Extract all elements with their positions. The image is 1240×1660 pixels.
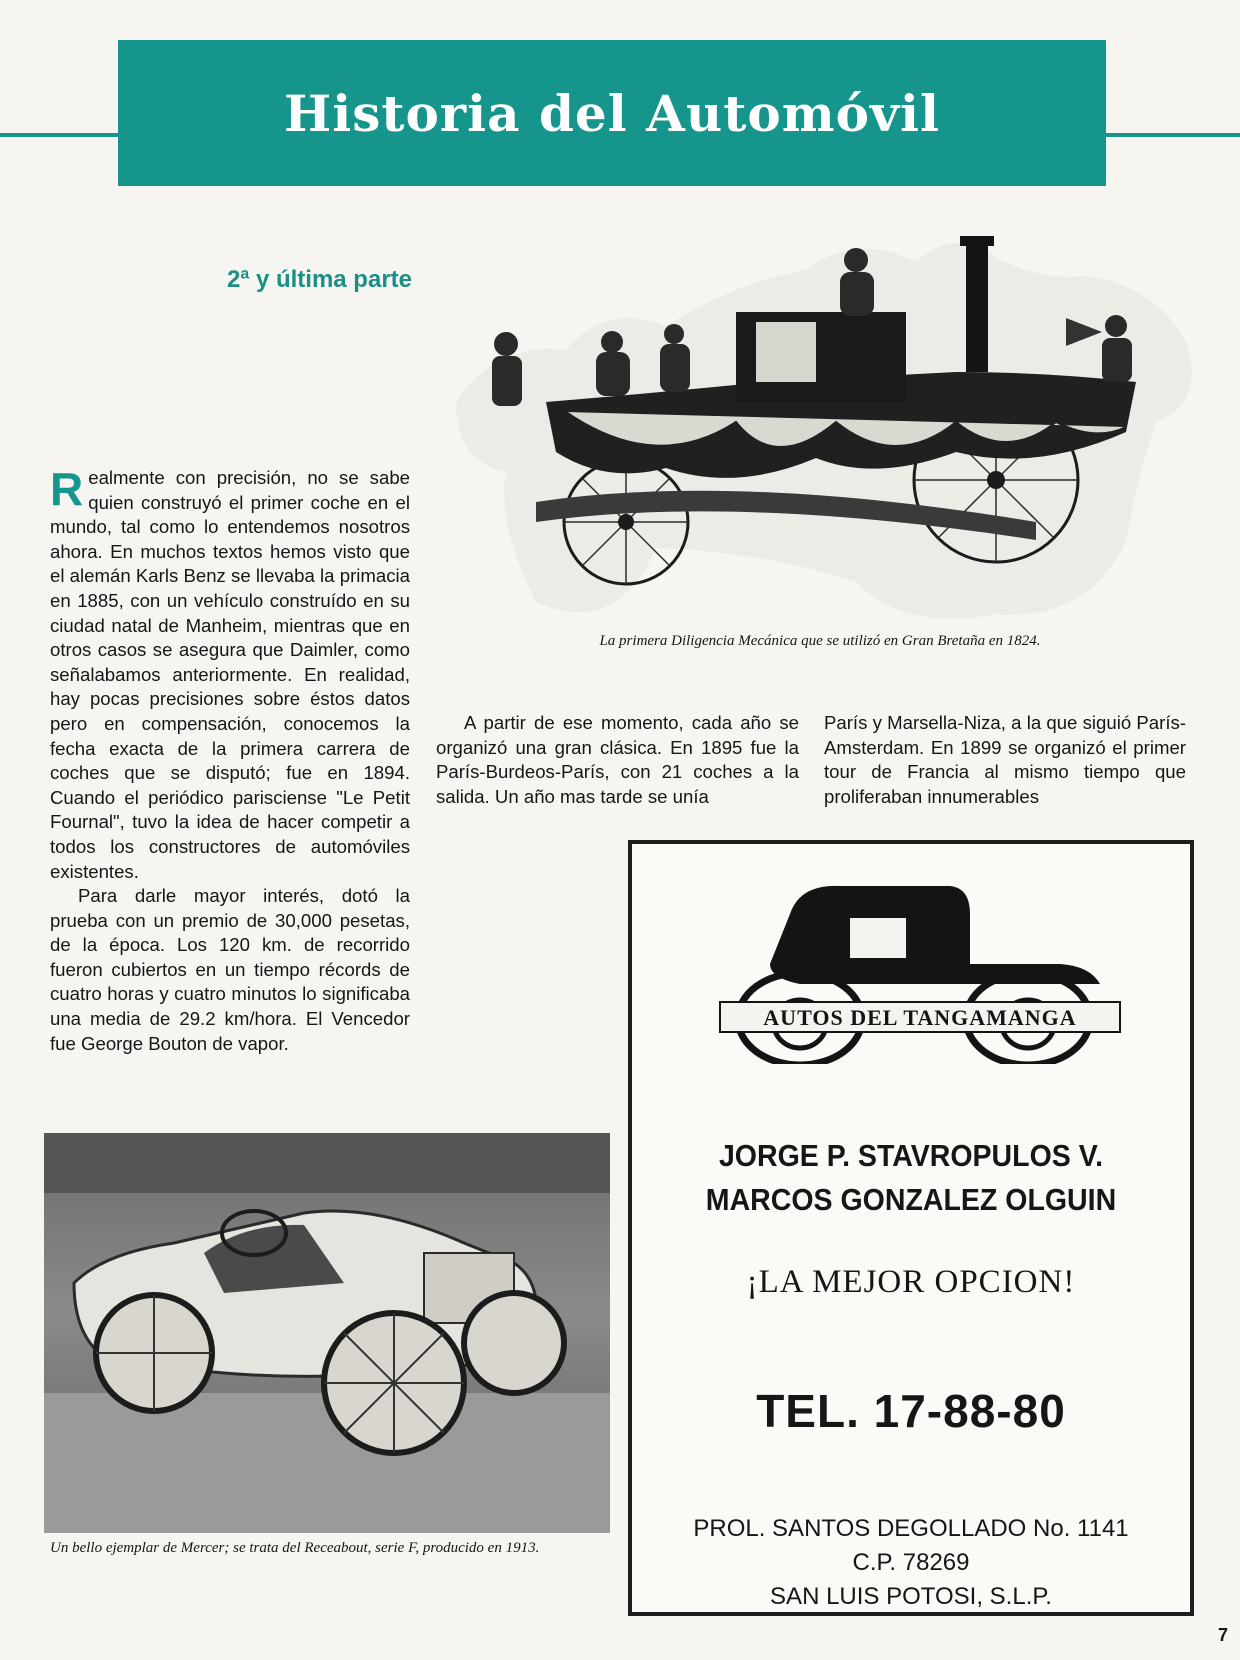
- ad-address-line-2: C.P. 78269: [852, 1549, 970, 1576]
- ad-address: [632, 1512, 1190, 1614]
- ad-car-logo-drawing: [700, 874, 1130, 1064]
- header-rule-right: [1104, 133, 1240, 137]
- ad-address-line-3: SAN LUIS POTOSI, S.L.P.: [770, 1583, 1052, 1610]
- paragraph-1-text: ealmente con precisión, no se sabe quien construyó el primer coche en el mundo, tal como lo entendemos nosotros ahora. En muchos textos hemos visto que el alemán Karls Benz se llevaba la primacia en 1885, con un vehículo construído en su ciudad natal de Manheim, mientras que en otros casos se asegura que Daimler, como señalabamos anteriormente. En realidad, hay pocas precisiones sobre éstos datos pero en compensación, conocemos la fecha exacta de la primera carrera de coches que se disputó; fue en 1894. Cuando el periódico parisciense "Le Petit Fournal", tuvo la idea de hacer competir a todos los constructores de automóviles existentes.: [50, 467, 410, 882]
- article-column-3: [824, 711, 1186, 809]
- ad-telephone: TEL. 17-88-80: [756, 1385, 1066, 1437]
- mercer-car-drawing: [44, 1133, 610, 1533]
- article-paragraph-2: Para darle mayor interés, dotó la prueba con un premio de 30,000 pesetas, de la época. Los 120 km. de recorrido fueron cubiertos en un tiempo récords de cuatro horas y cuatro minutos lo significaba una media de 29.2 km/hora. El Vencedor fue George Bouton de vapor.: [50, 885, 410, 1054]
- title-banner: [118, 40, 1106, 186]
- article-column-1: [50, 463, 410, 1056]
- page-number: 7: [1218, 1625, 1229, 1645]
- ad-address-line-1: PROL. SANTOS DEGOLLADO No. 1141: [693, 1515, 1129, 1542]
- header-rule-left: [0, 133, 120, 137]
- article-subtitle: 2ª y última parte: [227, 266, 412, 293]
- ad-logo-text: AUTOS DEL TANGAMANGA: [763, 1005, 1077, 1030]
- ad-slogan: ¡LA MEJOR OPCION!: [746, 1264, 1076, 1300]
- steam-coach-illustration: [436, 222, 1206, 640]
- mercer-caption: Un bello ejemplar de Mercer; se trata del Receabout, serie F, producido en 1913.: [50, 1540, 540, 1556]
- ad-names: [654, 1134, 1167, 1222]
- mercer-photo: [44, 1133, 610, 1533]
- coach-caption: La primera Diligencia Mecánica que se utilizó en Gran Bretaña en 1824.: [599, 633, 1041, 649]
- page-title: Historia del Automóvil: [283, 83, 941, 143]
- article-paragraph-1: [50, 463, 410, 884]
- column-3-text: París y Marsella-Niza, a la que siguió París-Amsterdam. En 1899 se organizó el primer tour de Francia al mismo tiempo que proliferaban innumerables: [824, 712, 1186, 807]
- ad-name-1: JORGE P. STAVROPULOS V.: [718, 1138, 1104, 1173]
- steam-coach-drawing: [436, 222, 1206, 640]
- advertisement-box: [628, 840, 1194, 1616]
- ad-name-2: MARCOS GONZALEZ OLGUIN: [705, 1182, 1117, 1217]
- drop-cap: R: [50, 463, 84, 515]
- ad-logo: [700, 874, 1130, 1064]
- column-2-text: A partir de ese momento, cada año se organizó una gran clásica. En 1895 fue la París-Burdeos-París, con 21 coches a la salida. Un año mas tarde se unía: [436, 712, 799, 807]
- article-column-2: [436, 711, 799, 809]
